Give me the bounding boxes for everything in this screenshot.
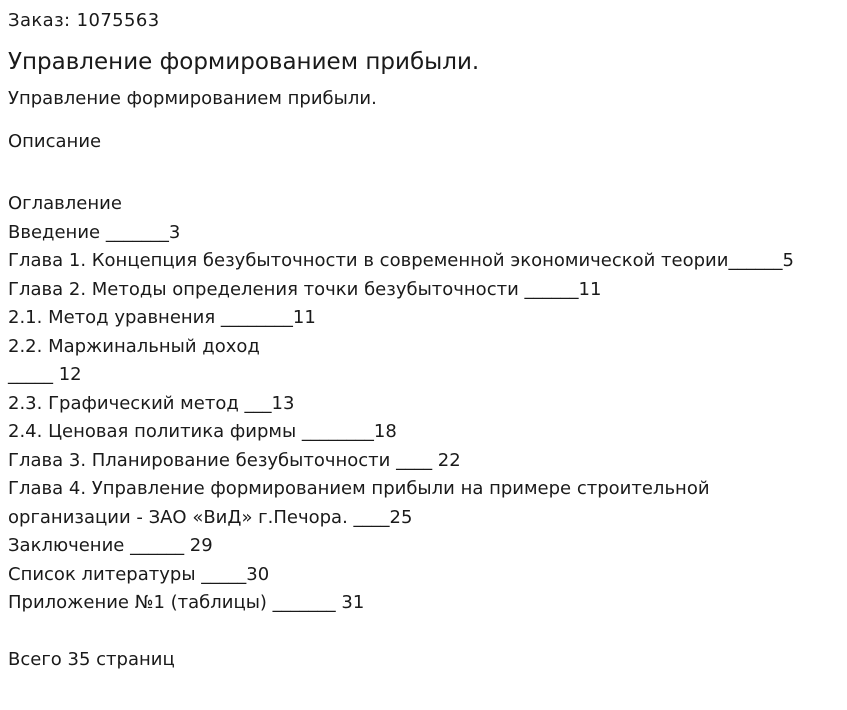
toc-line: Глава 2. Методы определения точки безубыточности ______11 bbox=[8, 278, 602, 300]
toc-line: 2.1. Метод уравнения ________11 bbox=[8, 307, 316, 328]
toc-line: Глава 4. Управление формированием прибыли на примере строительной bbox=[8, 478, 710, 499]
toc-line: 2.2. Маржинальный доход bbox=[8, 335, 260, 357]
page-subtitle: Управление формированием прибыли. bbox=[8, 88, 377, 109]
toc-line: 2.4. Ценовая политика фирмы ________18 bbox=[8, 421, 397, 442]
page-title: Управление формированием прибыли. bbox=[8, 49, 480, 75]
toc-heading: Оглавление bbox=[8, 193, 122, 214]
table-of-contents bbox=[8, 190, 844, 618]
toc-line: Список литературы _____30 bbox=[8, 563, 270, 585]
toc-line: 2.3. Графический метод ___13 bbox=[8, 392, 295, 414]
toc-line: Приложение №1 (таблицы) _______ 31 bbox=[8, 592, 365, 613]
toc-line: _____ 12 bbox=[8, 364, 82, 385]
toc-line: организации - ЗАО «ВиД» г.Печора. ____25 bbox=[8, 506, 413, 528]
toc-line: Введение _______3 bbox=[8, 221, 181, 243]
toc-line: Глава 3. Планирование безубыточности ____ 22 bbox=[8, 449, 461, 471]
toc-line: Заключение ______ 29 bbox=[8, 535, 213, 556]
toc-line: Глава 1. Концепция безубыточности в современной экономической теории______5 bbox=[8, 250, 794, 271]
description-heading: Описание bbox=[8, 131, 102, 152]
order-number: Заказ: 1075563 bbox=[8, 10, 160, 31]
total-pages: Всего 35 страниц bbox=[8, 649, 175, 670]
